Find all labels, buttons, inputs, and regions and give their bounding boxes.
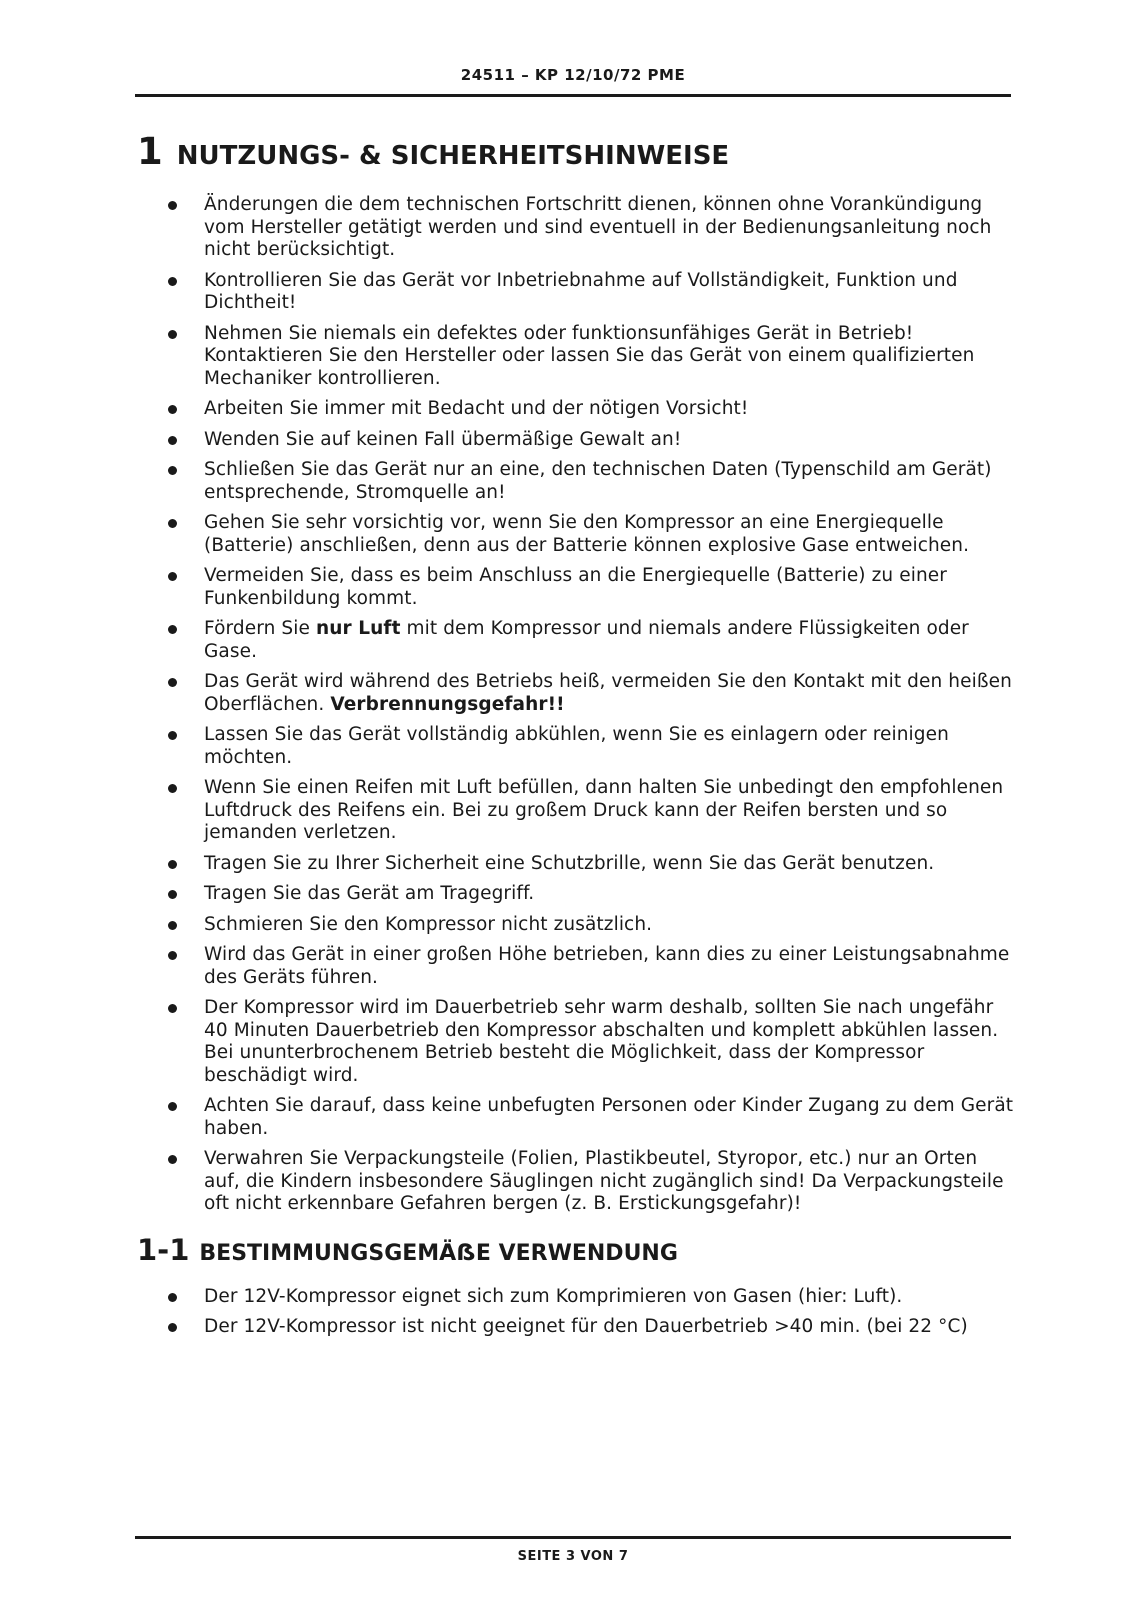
bullet-icon (168, 1004, 177, 1013)
list-item-text: Änderungen die dem technischen Fortschritt dienen, können ohne Vorankündigung vom Hersteller getätigt werden und sind eventuell in der Bedienungsanleitung noch nicht berücksichtigt. (204, 194, 992, 260)
list-item-text: Vermeiden Sie, dass es beim Anschluss an die Energiequelle (Batterie) zu einer Funkenbildung kommt. (204, 565, 947, 609)
list-item-text: Nehmen Sie niemals ein defektes oder funktionsunfähiges Gerät in Betrieb! Kontaktieren Sie den Hersteller oder lassen Sie das Gerät von einem qualifizierten Mechaniker kontrollieren. (204, 322, 975, 389)
bullet-icon (168, 1293, 177, 1302)
list-item (137, 618, 1017, 663)
bullet-icon (168, 201, 177, 210)
list-item-text: Der 12V-Kompressor ist nicht geeignet für den Dauerbetrieb >40 min. (bei 22 °C) (204, 1316, 968, 1337)
list-item-text: Gehen Sie sehr vorsichtig vor, wenn Sie den Kompressor an eine Energiequelle (Batterie) anschließen, denn aus der Batterie können explosive Gase entweichen. (204, 512, 970, 556)
list-item (137, 270, 1017, 315)
list-item (137, 1286, 1017, 1309)
list-item (137, 459, 1017, 504)
list-item (137, 1095, 1017, 1140)
document-body (137, 132, 1017, 1347)
list-item (137, 883, 1017, 906)
list-item-text: Kontrollieren Sie das Gerät vor Inbetriebnahme auf Vollständigkeit, Funktion und Dichtheit! (204, 269, 958, 313)
bullet-icon (168, 277, 177, 286)
bullet-icon (168, 436, 177, 445)
section-number: 1 (137, 130, 163, 173)
bullet-icon (168, 466, 177, 475)
list-item (137, 398, 1017, 421)
list-item (137, 429, 1017, 452)
list-item (137, 323, 1017, 391)
bullet-icon (168, 890, 177, 899)
list-item (137, 914, 1017, 937)
list-item (137, 853, 1017, 876)
footer-divider (135, 1536, 1011, 1539)
emphasis-text: nur Luft (315, 618, 401, 639)
list-item-text: Schmieren Sie den Kompressor nicht zusätzlich. (204, 913, 653, 935)
bullet-icon (168, 405, 177, 414)
bullet-icon (168, 1323, 177, 1332)
list-item (137, 777, 1017, 845)
list-item (137, 1148, 1017, 1216)
bullet-icon (168, 731, 177, 740)
section-title: NUTZUNGS- & SICHERHEITSHINWEISE (176, 141, 730, 171)
bullet-icon (168, 625, 177, 634)
bullet-icon (168, 519, 177, 528)
list-item-text: Das Gerät wird während des Betriebs heiß, vermeiden Sie den Kontakt mit den heißen Oberflächen. (204, 671, 1012, 715)
bullet-icon (168, 860, 177, 869)
bullet-icon (168, 572, 177, 581)
list-item (137, 724, 1017, 769)
safety-list (137, 194, 1017, 1216)
list-item-text: Schließen Sie das Gerät nur an eine, den technischen Daten (Typenschild am Gerät) entsprechende, Stromquelle an! (204, 459, 992, 503)
bullet-icon (168, 1102, 177, 1111)
list-item-text: Wenn Sie einen Reifen mit Luft befüllen, dann halten Sie unbedingt den empfohlenen Luftdruck des Reifens ein. Bei zu großem Druck kann der Reifen bersten und so jemanden verletzen. (204, 777, 1004, 843)
header-divider (135, 94, 1011, 97)
list-item-text: Tragen Sie zu Ihrer Sicherheit eine Schutzbrille, wenn Sie das Gerät benutzen. (204, 852, 935, 874)
bullet-icon (168, 678, 177, 687)
list-item (137, 194, 1017, 262)
list-item-text: Der 12V-Kompressor eignet sich zum Komprimieren von Gasen (hier: Luft). (204, 1285, 903, 1307)
list-item (137, 565, 1017, 610)
subsection-heading (137, 1232, 1017, 1272)
list-item (137, 671, 1017, 716)
bullet-icon (168, 951, 177, 960)
list-item (137, 997, 1017, 1087)
section-heading (137, 132, 1017, 176)
list-item-text: Verwahren Sie Verpackungsteile (Folien, Plastikbeutel, Styropor, etc.) nur an Orten auf, die Kindern insbesondere Säuglingen nicht zugänglich sind! Da Verpackungsteile oft nicht erkennbare Gefahren bergen (z. B. Erstickungsgefahr)! (204, 1148, 1004, 1214)
list-item (137, 1316, 1017, 1339)
subsection-number: 1-1 (137, 1232, 190, 1267)
usage-list (137, 1286, 1017, 1339)
list-item-text: Tragen Sie das Gerät am Tragegriff. (204, 883, 535, 904)
list-item-text: mit dem Kompressor und niemals andere Flüssigkeiten oder Gase. (204, 618, 969, 662)
bullet-icon (168, 330, 177, 339)
page-number: SEITE 3 VON 7 (517, 1549, 629, 1564)
emphasis-text: Verbrennungsgefahr!! (330, 693, 565, 715)
list-item (137, 944, 1017, 989)
list-item-text: Wenden Sie auf keinen Fall übermäßige Gewalt an! (204, 428, 682, 450)
list-item-text: Arbeiten Sie immer mit Bedacht und der nötigen Vorsicht! (204, 398, 749, 419)
subsection-title: BESTIMMUNGSGEMÄẞE VERWENDUNG (199, 1240, 678, 1266)
bullet-icon (168, 921, 177, 930)
bullet-icon (168, 1155, 177, 1164)
list-item-text: Achten Sie darauf, dass keine unbefugten Personen oder Kinder Zugang zu dem Gerät haben. (204, 1095, 1014, 1139)
list-item-text: Wird das Gerät in einer großen Höhe betrieben, kann dies zu einer Leistungsabnahme des Geräts führen. (204, 944, 1010, 988)
list-item-text: Fördern Sie (204, 618, 316, 639)
list-item-text: Der Kompressor wird im Dauerbetrieb sehr warm deshalb, sollten Sie nach ungefähr 40 Minuten Dauerbetrieb den Kompressor abschalten und komplett abkühlen lassen. Bei ununterbrochenem Betrieb besteht die Möglichkeit, dass der Kompressor beschädigt wird. (204, 997, 999, 1086)
page-header: 24511 – KP 12/10/72 PME (460, 66, 686, 84)
list-item-text: Lassen Sie das Gerät vollständig abkühlen, wenn Sie es einlagern oder reinigen möchten. (204, 724, 949, 768)
list-item (137, 512, 1017, 557)
bullet-icon (168, 784, 177, 793)
